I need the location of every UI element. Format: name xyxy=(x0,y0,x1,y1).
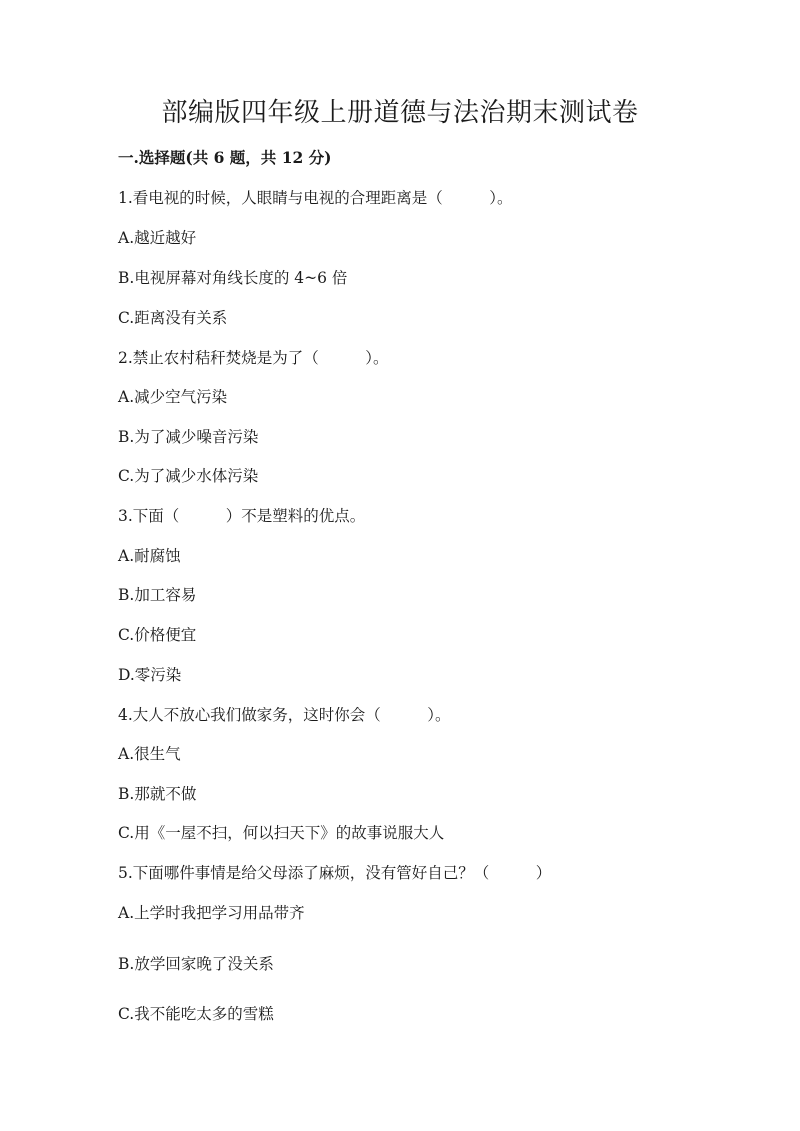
question-4-option-c: C.用《一屋不扫，何以扫天下》的故事说服大人 xyxy=(118,824,445,842)
section-heading: 一.选择题(共 6 题，共 12 分) xyxy=(118,148,332,167)
question-5-option-a: A.上学时我把学习用品带齐 xyxy=(118,904,305,922)
question-2-option-b: B.为了减少噪音污染 xyxy=(118,428,259,446)
question-5-option-c: C.我不能吃太多的雪糕 xyxy=(118,1005,274,1023)
page-title: 部编版四年级上册道德与法治期末测试卷 xyxy=(161,98,639,128)
question-2-stem: 2.禁止农村秸秆焚烧是为了（ ）。 xyxy=(118,349,389,367)
question-3-option-c: C.价格便宜 xyxy=(118,626,197,644)
question-3-option-b: B.加工容易 xyxy=(118,586,197,604)
question-3-option-d: D.零污染 xyxy=(118,666,182,684)
question-3-option-a: A.耐腐蚀 xyxy=(118,547,181,565)
question-1-option-c: C.距离没有关系 xyxy=(118,309,228,327)
question-2-option-c: C.为了减少水体污染 xyxy=(118,467,259,485)
question-1-option-a: A.越近越好 xyxy=(118,229,197,247)
question-5-option-b: B.放学回家晚了没关系 xyxy=(118,955,274,973)
question-1-stem: 1.看电视的时候，人眼睛与电视的合理距离是（ ）。 xyxy=(118,189,513,207)
question-4-option-a: A.很生气 xyxy=(118,745,181,763)
question-3-stem: 3.下面（ ）不是塑料的优点。 xyxy=(118,507,366,525)
question-1-option-b: B.电视屏幕对角线长度的 4~6 倍 xyxy=(118,269,348,287)
question-4-stem: 4.大人不放心我们做家务，这时你会（ ）。 xyxy=(118,706,451,724)
question-5-stem: 5.下面哪件事情是给父母添了麻烦，没有管好自己？（ ） xyxy=(118,864,552,882)
question-2-option-a: A.减少空气污染 xyxy=(118,388,228,406)
question-4-option-b: B.那就不做 xyxy=(118,785,197,803)
